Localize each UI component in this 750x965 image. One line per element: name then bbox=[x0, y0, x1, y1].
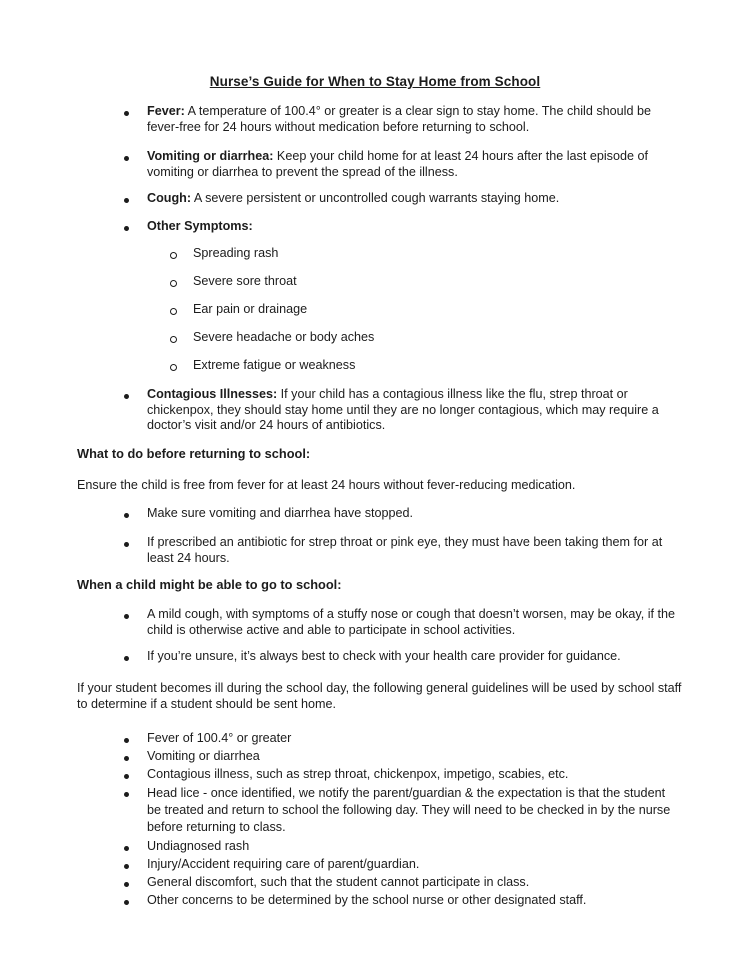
contagious-label: Contagious Illnesses: bbox=[147, 387, 278, 401]
list-item: Other concerns to be determined by the school nurse or other designated staff. bbox=[147, 893, 587, 907]
sub-item: Severe sore throat bbox=[193, 274, 297, 288]
sub-item: Ear pain or drainage bbox=[193, 302, 308, 316]
bullet-dot bbox=[124, 226, 129, 231]
bullet-dot bbox=[124, 774, 129, 779]
bullet-dot bbox=[124, 656, 129, 661]
bullet-dot bbox=[124, 513, 129, 518]
list-item: Injury/Accident requiring care of parent/guardian. bbox=[147, 857, 420, 871]
page-title: Nurse’s Guide for When to Stay Home from School bbox=[209, 74, 541, 89]
bullet-dot bbox=[124, 738, 129, 743]
bullet-dot bbox=[124, 846, 129, 851]
may-go-heading: When a child might be able to go to school: bbox=[77, 577, 342, 592]
list-item: If you’re unsure, it’s always best to check with your health care provider for guidance. bbox=[147, 649, 621, 663]
list-item: Contagious illness, such as strep throat, chickenpox, impetigo, scabies, etc. bbox=[147, 767, 569, 781]
sub-bullet-circle bbox=[170, 336, 177, 343]
list-item: If prescribed an antibiotic for strep throat or pink eye, they must have been taking them for at least 24 hours. bbox=[147, 535, 663, 565]
sub-bullet-circle bbox=[170, 364, 177, 371]
bullet-other-symptoms: Other Symptoms: bbox=[147, 219, 253, 233]
bullet-dot bbox=[124, 156, 129, 161]
bullet-contagious bbox=[147, 387, 677, 434]
list-item: Make sure vomiting and diarrhea have stopped. bbox=[147, 506, 414, 520]
list-item: General discomfort, such that the student cannot participate in class. bbox=[147, 875, 530, 889]
vomiting-text: Keep your child home for at least 24 hours after the last episode of vomiting or diarrhea to prevent the spread of the illness. bbox=[147, 149, 648, 179]
bullet-dot bbox=[124, 198, 129, 203]
bullet-dot bbox=[124, 542, 129, 547]
list-item: Fever of 100.4° or greater bbox=[147, 731, 292, 745]
list-item: Undiagnosed rash bbox=[147, 839, 250, 853]
cough-label: Cough: bbox=[147, 191, 192, 205]
cough-text: A severe persistent or uncontrolled cough warrants staying home. bbox=[193, 191, 560, 205]
vomiting-label: Vomiting or diarrhea: bbox=[147, 149, 274, 163]
bullet-dot bbox=[124, 882, 129, 887]
sub-bullet-circle bbox=[170, 308, 177, 315]
fever-label: Fever: bbox=[147, 104, 185, 118]
before-returning-intro: Ensure the child is free from fever for at least 24 hours without fever-reducing medication. bbox=[77, 478, 576, 492]
fever-text: A temperature of 100.4° or greater is a clear sign to stay home. The child should be fever-free for 24 hours without medication before returning to school. bbox=[147, 104, 651, 134]
bullet-dot bbox=[124, 756, 129, 761]
bullet-dot bbox=[124, 864, 129, 869]
bullet-cough bbox=[147, 191, 677, 207]
sub-item: Spreading rash bbox=[193, 246, 279, 260]
sub-item: Extreme fatigue or weakness bbox=[193, 358, 356, 372]
list-item: A mild cough, with symptoms of a stuffy nose or cough that doesn’t worsen, may be okay, if the child is otherwise active and able to participate in school activities. bbox=[147, 607, 676, 637]
bullet-fever bbox=[147, 104, 677, 135]
bullet-dot bbox=[124, 792, 129, 797]
bullet-vomiting bbox=[147, 149, 677, 180]
sub-item: Severe headache or body aches bbox=[193, 330, 375, 344]
bullet-dot bbox=[124, 614, 129, 619]
list-item: Vomiting or diarrhea bbox=[147, 749, 260, 763]
bullet-dot bbox=[124, 394, 129, 399]
contagious-text: If your child has a contagious illness like the flu, strep throat or chickenpox, they should stay home until they are no longer contagious, which may require a doctor’s visit and/or 24 hours of antibiotics. bbox=[147, 387, 659, 432]
list-item: Head lice - once identified, we notify the parent/guardian & the expectation is that the student be treated and return to school the following day. They will need to be checked in by the nurse before returning to class. bbox=[147, 786, 671, 834]
sub-bullet-circle bbox=[170, 280, 177, 287]
bullet-dot bbox=[124, 900, 129, 905]
bullet-dot bbox=[124, 111, 129, 116]
send-home-intro: If your student becomes ill during the school day, the following general guidelines will be used by school staff to determine if a student should be sent home. bbox=[77, 681, 682, 711]
sub-bullet-circle bbox=[170, 252, 177, 259]
before-returning-heading: What to do before returning to school: bbox=[77, 446, 311, 461]
